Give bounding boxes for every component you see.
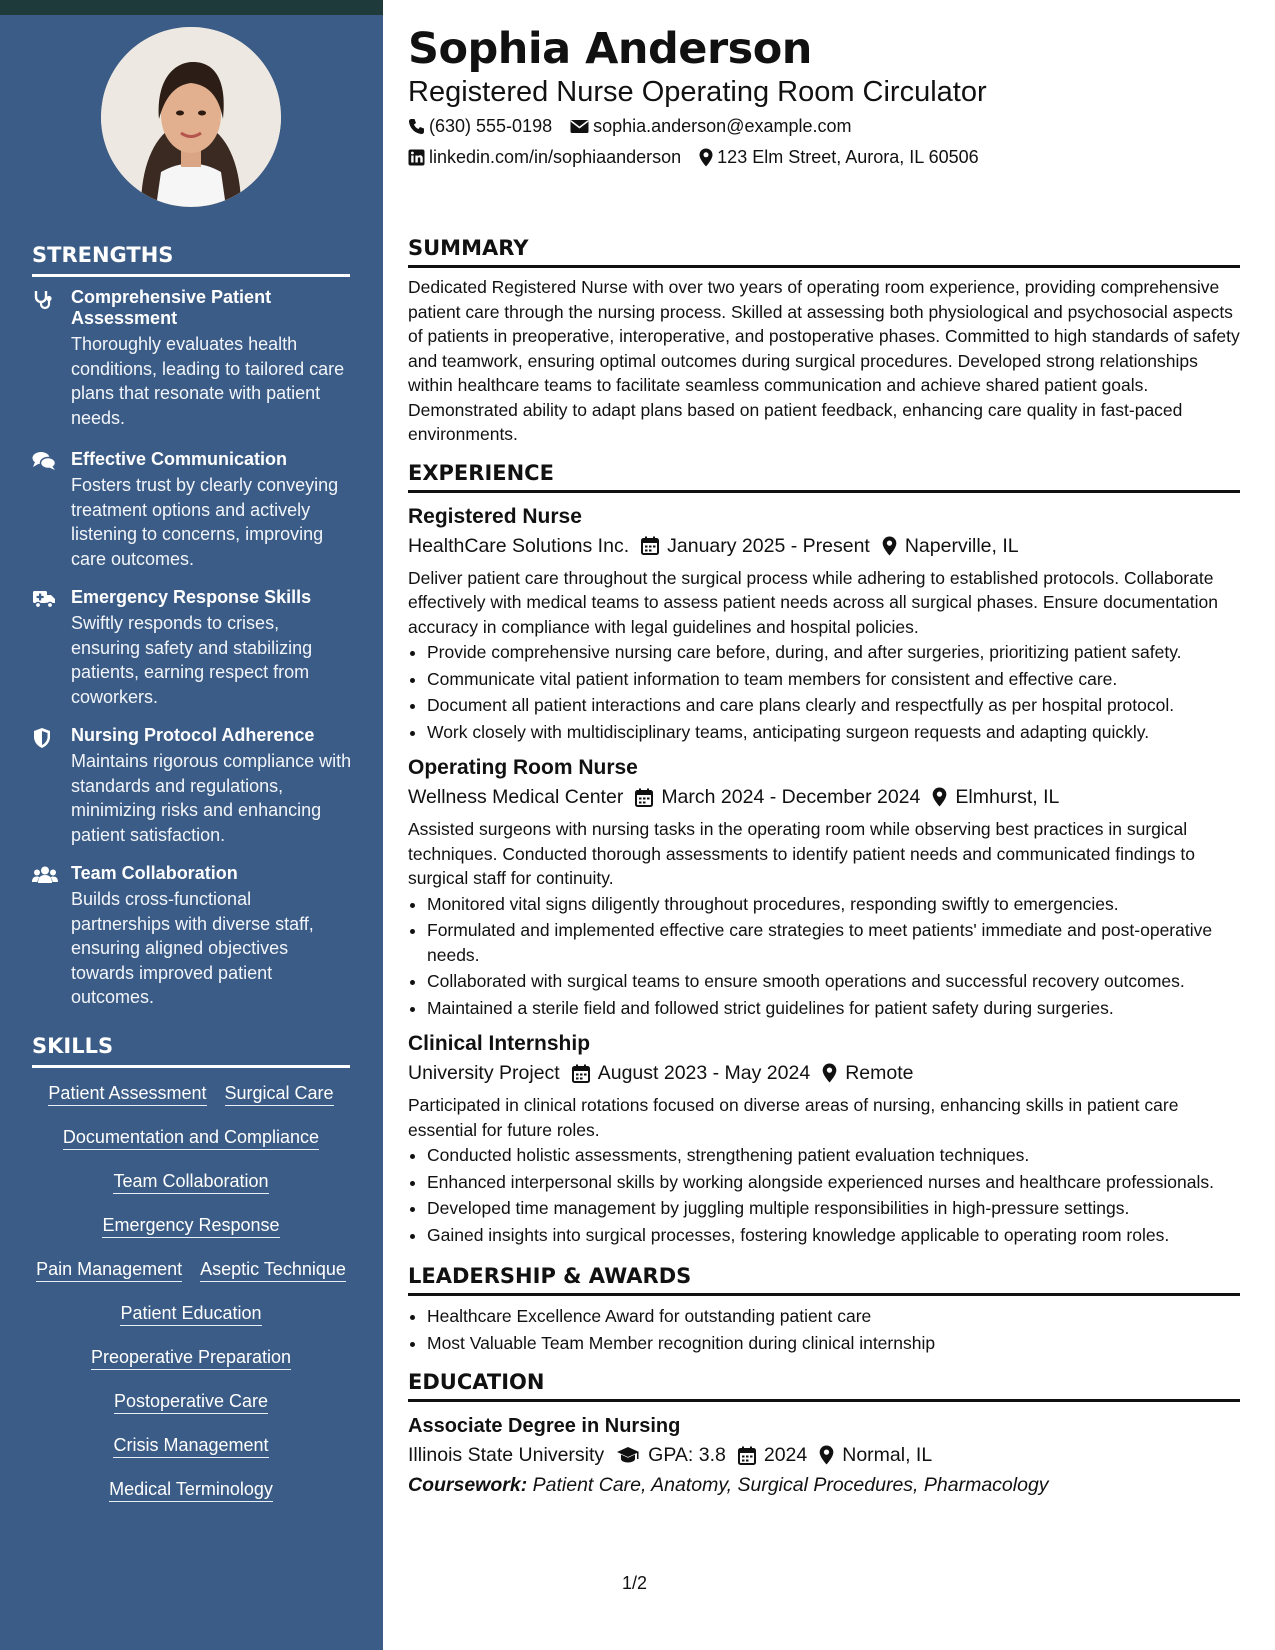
phone-text: (630) 555-0198 — [429, 116, 553, 136]
strength-title: Comprehensive Patient Assessment — [71, 287, 272, 328]
job-dates: August 2023 - May 2024 — [597, 1062, 811, 1084]
bullet-item: • Enhanced interpersonal skills by working alongside experienced nurses and healthcare professionals. — [427, 1170, 1240, 1195]
linkedin-text: linkedin.com/in/sophiaanderson — [429, 147, 682, 167]
job-dates: March 2024 - December 2024 — [661, 786, 921, 808]
contact-block — [408, 114, 1240, 169]
shield-icon — [32, 727, 56, 747]
sidebar-top-band — [0, 0, 383, 15]
strength-description: Swiftly responds to crises, ensuring safety and stabilizing patients, earning respect from coworkers. — [71, 613, 313, 707]
location-icon — [932, 787, 947, 807]
calendar-icon — [738, 1446, 756, 1465]
job-description: Deliver patient care throughout the surgical process while adhering to established protocols. Collaborate effectively with medical teams to assess patient needs across all surgical phases. Ensure documentation accuracy in compliance with legal guidelines and hospital policies. — [408, 567, 1218, 637]
job-location: Elmhurst, IL — [955, 786, 1060, 808]
summary-heading: SUMMARY — [408, 235, 1240, 268]
job-bullets — [408, 1143, 1240, 1247]
phone-icon — [408, 118, 425, 135]
comments-icon — [32, 451, 56, 471]
skill-tag: Preoperative Preparation — [91, 1346, 291, 1370]
skill-tag: Emergency Response — [102, 1214, 279, 1238]
degree-title: Associate Degree in Nursing — [408, 1415, 681, 1437]
award-item: • Healthcare Excellence Award for outstanding patient care — [427, 1304, 1240, 1329]
coursework-list: Patient Care, Anatomy, Surgical Procedures, Pharmacology — [532, 1474, 1049, 1496]
education-meta — [408, 1441, 1240, 1469]
linkedin-contact[interactable] — [408, 145, 681, 169]
job-meta — [408, 783, 1240, 811]
email-contact[interactable] — [570, 114, 851, 138]
job-entry — [408, 754, 1240, 1020]
strength-description: Builds cross-functional partnerships with diverse staff, ensuring aligned objectives towards improved patient outcomes. — [71, 889, 314, 1007]
location-icon — [882, 536, 897, 556]
address-text: 123 Elm Street, Aurora, IL 60506 — [717, 147, 979, 167]
coursework — [408, 1471, 1240, 1499]
strength-description: Fosters trust by clearly conveying treatment options and actively listening to concerns, improving care outcomes. — [71, 475, 339, 569]
users-icon — [32, 865, 56, 885]
skill-tag: Team Collaboration — [113, 1170, 268, 1194]
bullet-item: • Communicate vital patient information to team members for consistent and effective care. — [427, 667, 1240, 692]
calendar-icon — [641, 536, 659, 555]
strength-title: Effective Communication — [71, 449, 288, 469]
job-description: Participated in clinical rotations focused on diverse areas of nursing, enhancing skills in patient care essential for future roles. — [408, 1095, 1179, 1140]
skill-tag: Medical Terminology — [109, 1478, 273, 1502]
school-name: Illinois State University — [408, 1444, 605, 1466]
skill-tag: Documentation and Compliance — [63, 1126, 319, 1150]
strength-item — [32, 863, 352, 1010]
award-item: • Most Valuable Team Member recognition during clinical internship — [427, 1331, 1240, 1356]
location-icon — [822, 1063, 837, 1083]
job-dates: January 2025 - Present — [667, 534, 870, 557]
skill-tag: Aseptic Technique — [200, 1258, 346, 1282]
profile-photo — [101, 27, 281, 207]
job-company: Wellness Medical Center — [408, 786, 624, 808]
bullet-item: • Formulated and implemented effective care strategies to meet patients' immediate and post-operative needs. — [427, 918, 1240, 967]
bullet-item: • Conducted holistic assessments, strengthening patient evaluation techniques. — [427, 1143, 1240, 1168]
skill-tag: Surgical Care — [225, 1082, 334, 1106]
job-entry — [408, 503, 1240, 745]
school-location: Normal, IL — [842, 1444, 933, 1466]
sidebar — [0, 0, 383, 1650]
summary-text: Dedicated Registered Nurse with over two years of operating room experience, providing comprehensive patient care through the nursing process. Skilled at assessing both physiological and psychosocial aspects of patients in preoperative, interoperative, and postoperative phases. Committed to high standards of safety and teamwork, ensuring optimal outcomes during surgical procedures. Developed strong relationships within healthcare teams to facilitate seamless communication and achieve shared patient goals. Demonstrated ability to adapt plans based on patient feedback, enhancing care quality in fast-paced environments. — [408, 277, 1240, 444]
strength-title: Nursing Protocol Adherence — [71, 725, 315, 745]
bullet-item: • Document all patient interactions and care plans clearly and respectfully as per hospital protocol. — [427, 693, 1240, 718]
bullet-item: • Developed time management by juggling multiple responsibilities in high-pressure settings. — [427, 1196, 1240, 1221]
graduation-cap-icon — [616, 1446, 640, 1464]
stethoscope-icon — [32, 289, 56, 309]
ambulance-icon — [32, 589, 56, 609]
bullet-item: • Monitored vital signs diligently throughout procedures, responding swiftly to emergencies. — [427, 892, 1240, 917]
skill-tag: Postoperative Care — [114, 1390, 268, 1414]
job-location: Naperville, IL — [904, 534, 1019, 557]
envelope-icon — [570, 119, 589, 134]
job-meta — [408, 1059, 1240, 1087]
skill-tag: Patient Assessment — [48, 1082, 206, 1106]
skill-tag: Patient Education — [120, 1302, 261, 1326]
job-bullets — [408, 892, 1240, 1021]
job-title: Clinical Internship — [408, 1032, 591, 1055]
address-contact — [699, 145, 979, 169]
strength-title: Team Collaboration — [71, 863, 238, 883]
job-company: HealthCare Solutions Inc. — [408, 534, 630, 557]
location-icon — [699, 148, 713, 167]
job-entry — [408, 1030, 1240, 1247]
skills-heading: SKILLS — [32, 1033, 350, 1068]
job-description: Assisted surgeons with nursing tasks in the operating room while observing best practices in surgical techniques. Conducted thorough assessments to identify patient needs and communicated findings to surgical staff for continuity. — [408, 819, 1196, 888]
strength-item — [32, 287, 352, 430]
bullet-item: • Provide comprehensive nursing care before, during, and after surgeries, prioritizing patient safety. — [427, 640, 1240, 665]
candidate-name: Sophia Anderson — [408, 24, 812, 74]
skill-tag: Pain Management — [36, 1258, 182, 1282]
phone-contact[interactable] — [408, 114, 552, 138]
strength-description: Maintains rigorous compliance with standards and regulations, minimizing risks and enhancing patient satisfaction. — [71, 751, 352, 845]
job-title: Registered Nurse — [408, 504, 582, 528]
calendar-icon — [635, 788, 653, 807]
strengths-heading: STRENGTHS — [32, 242, 350, 277]
bullet-item: • Gained insights into surgical processes, fostering knowledge applicable to operating room roles. — [427, 1223, 1240, 1248]
education-entry — [408, 1412, 1240, 1499]
experience-heading: EXPERIENCE — [408, 460, 1240, 493]
education-heading: EDUCATION — [408, 1369, 1240, 1402]
awards-heading: LEADERSHIP & AWARDS — [408, 1263, 1240, 1296]
job-company: University Project — [408, 1062, 560, 1084]
strength-item — [32, 725, 352, 847]
linkedin-icon — [408, 149, 425, 166]
strength-item — [32, 449, 352, 571]
coursework-label: Coursework: — [408, 1474, 528, 1496]
email-text: sophia.anderson@example.com — [593, 116, 852, 136]
calendar-icon — [572, 1064, 590, 1083]
skills-list — [32, 1082, 350, 1502]
job-meta — [408, 532, 1240, 560]
bullet-item: • Work closely with multidisciplinary teams, anticipating surgeon requests and adapting quickly. — [427, 720, 1240, 745]
main-content — [408, 22, 1240, 1499]
candidate-role: Registered Nurse Operating Room Circulator — [408, 76, 987, 108]
job-location: Remote — [845, 1062, 914, 1084]
skill-tag: Crisis Management — [113, 1434, 268, 1458]
awards-list — [408, 1304, 1240, 1355]
location-icon — [819, 1445, 834, 1465]
strength-item — [32, 587, 352, 709]
bullet-item: • Collaborated with surgical teams to ensure smooth operations and successful recovery outcomes. — [427, 969, 1240, 994]
strength-title: Emergency Response Skills — [71, 587, 312, 607]
gpa-text: GPA: 3.8 — [648, 1444, 726, 1466]
page-number: 1/2 — [622, 1573, 648, 1593]
job-bullets — [408, 640, 1240, 744]
strength-description: Thoroughly evaluates health conditions, leading to tailored care plans that resonate with patient needs. — [71, 334, 345, 428]
bullet-item: • Maintained a sterile field and followed strict guidelines for patient safety during surgeries. — [427, 996, 1240, 1021]
job-title: Operating Room Nurse — [408, 756, 638, 779]
graduation-year: 2024 — [763, 1444, 808, 1466]
